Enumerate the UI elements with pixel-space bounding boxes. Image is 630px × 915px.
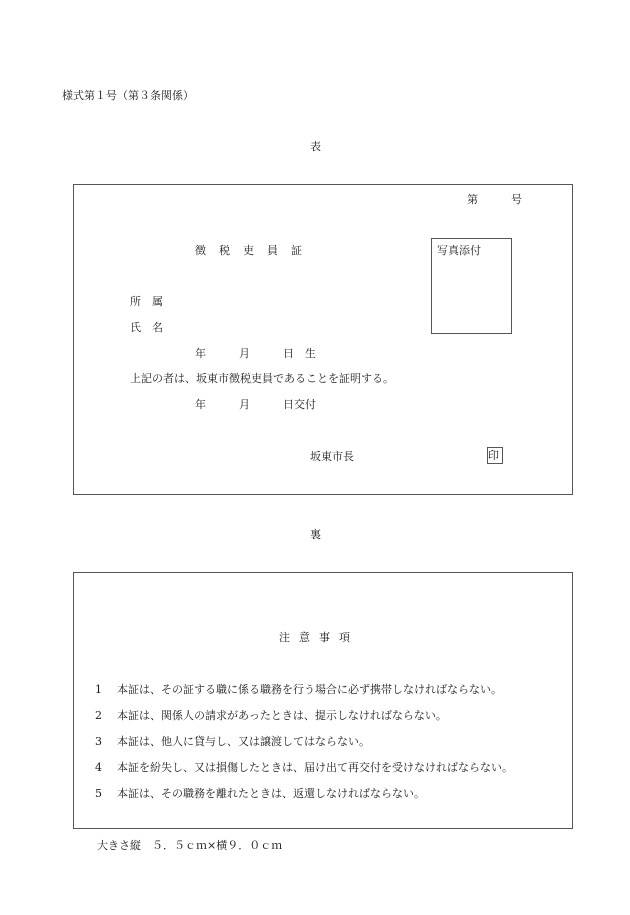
- notice-item-number: 5: [95, 787, 102, 800]
- photo-label: 写真添付: [437, 244, 481, 257]
- notice-item-text: 本証を紛失し、又は損傷したときは、届け出て再交付を受けなければならない。: [117, 761, 513, 774]
- back-side-label: 裏: [310, 528, 321, 541]
- birth-date-label: 年 月 日 生: [195, 347, 316, 360]
- department-label: 所 属: [130, 295, 163, 308]
- notice-item-number: 4: [95, 761, 102, 774]
- notice-title: 注意事項: [279, 631, 359, 644]
- form-label: 様式第１号（第３条関係）: [62, 89, 194, 102]
- notice-item-text: 本証は、その職務を離れたときは、返還しなければならない。: [117, 787, 425, 800]
- notice-item: [95, 710, 447, 721]
- notice-item: [95, 736, 370, 747]
- notice-item: [95, 684, 502, 695]
- notice-item-text: 本証は、関係人の請求があったときは、提示しなければならない。: [117, 709, 447, 722]
- seal-mark: 印: [488, 449, 499, 462]
- issuer-label: 坂東市長: [310, 450, 354, 463]
- notice-item: [95, 788, 425, 799]
- notice-item-number: 3: [95, 735, 102, 748]
- notice-item: [95, 762, 513, 773]
- front-side-label: 表: [310, 140, 321, 153]
- notice-item-text: 本証は、その証する職に係る職務を行う場合に必ず携帯しなければならない。: [117, 683, 502, 696]
- card-title: 徴税吏員証: [195, 244, 315, 257]
- card-number-label: 第 号: [467, 193, 522, 206]
- notice-item-number: 1: [95, 683, 102, 696]
- notice-item-number: 2: [95, 709, 102, 722]
- notice-item-text: 本証は、他人に貸与し、又は譲渡してはならない。: [117, 735, 370, 748]
- issue-date-label: 年 月 日交付: [195, 398, 316, 411]
- certification-statement: 上記の者は、坂東市徴税吏員であることを証明する。: [130, 372, 394, 385]
- name-label: 氏 名: [130, 321, 163, 334]
- size-note: 大きさ縦 ５．５ｃｍ×横９．０ｃｍ: [97, 839, 283, 852]
